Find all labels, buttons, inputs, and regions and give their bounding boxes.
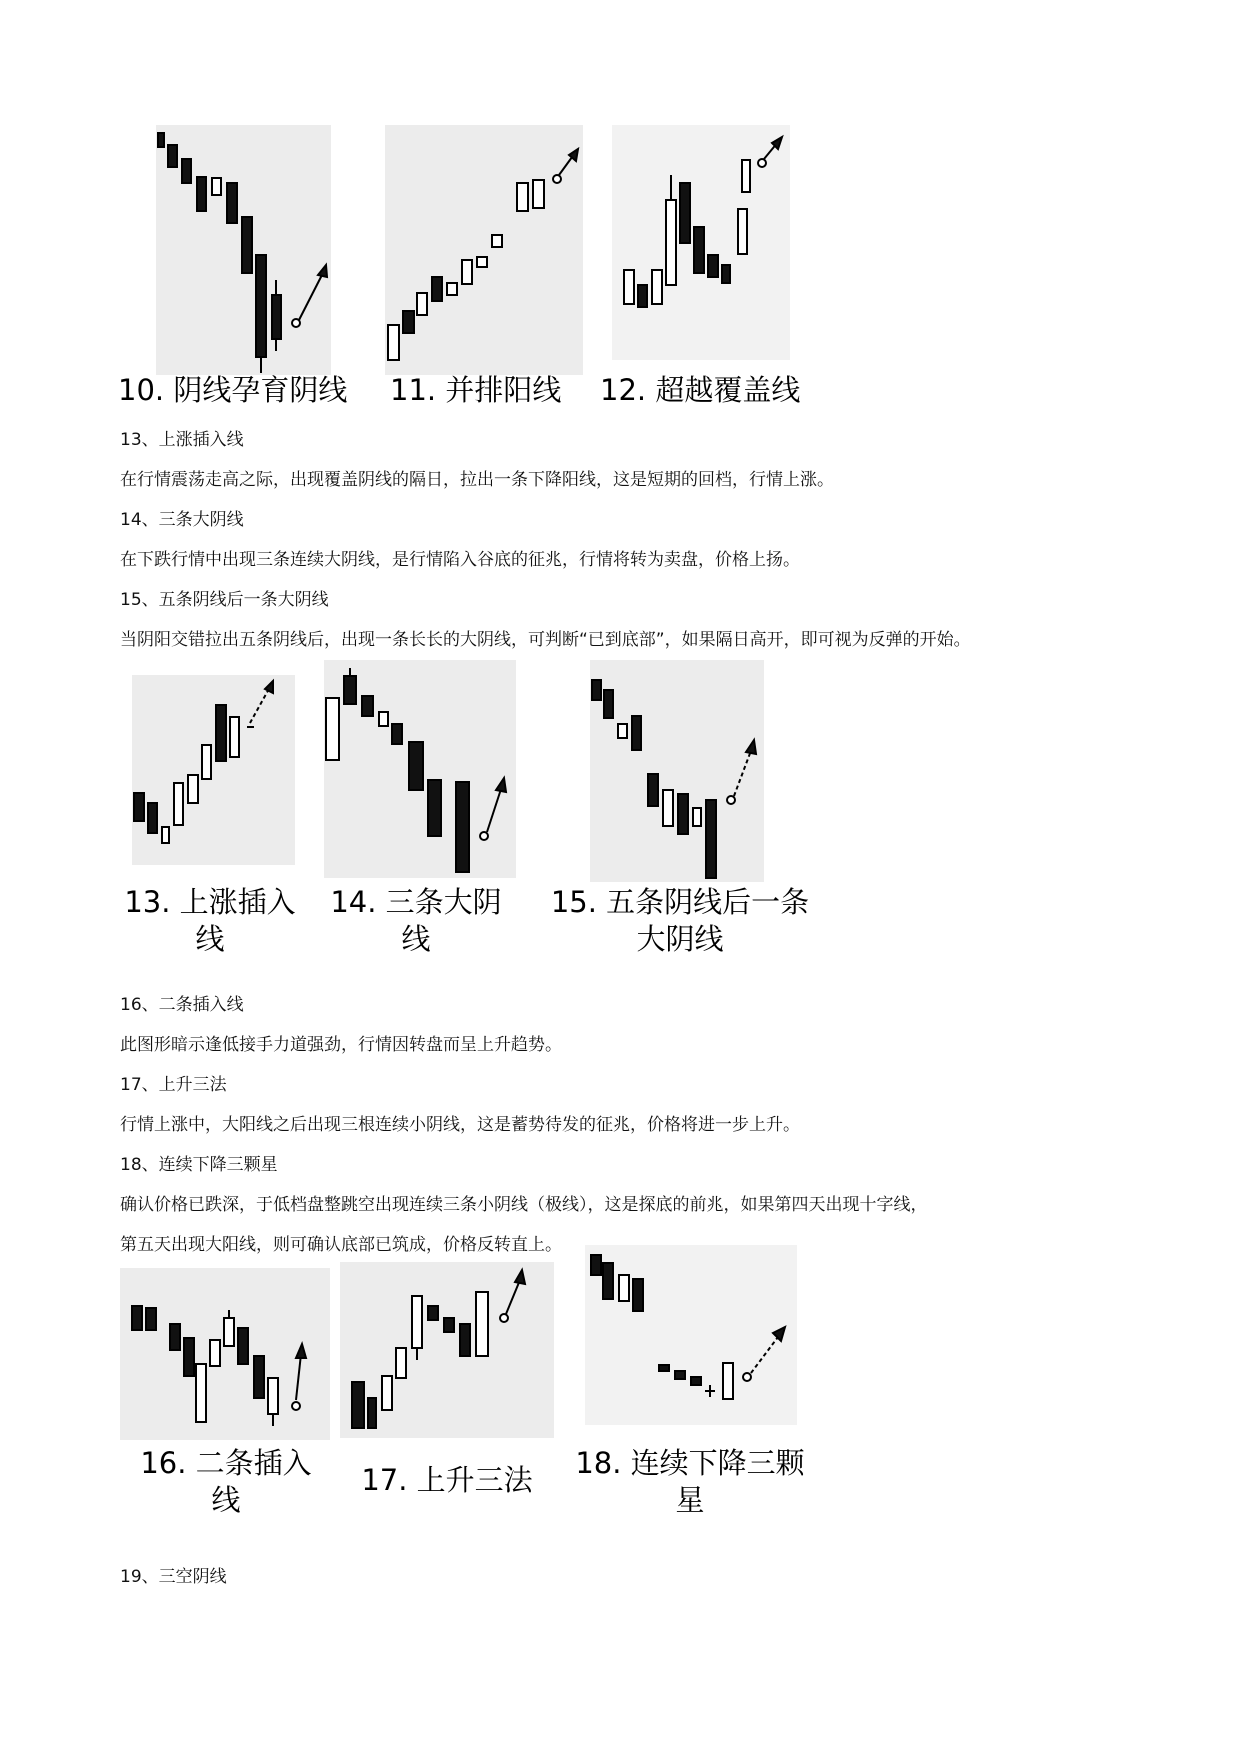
figure-14-caption-line2: 线 — [401, 922, 431, 956]
figure-15-caption-line1: 15. 五条阴线后一条 — [550, 885, 810, 919]
section-18-heading: 18、连续下降三颗星 — [120, 1155, 278, 1175]
candlestick-pattern-11 — [385, 125, 583, 375]
figure-18-caption-line2: 星 — [675, 1483, 705, 1517]
figure-13-panel — [132, 675, 295, 865]
section-14-text: 在下跌行情中出现三条连续大阴线，是行情陷入谷底的征兆，行情将转为卖盘，价格上扬。 — [120, 550, 800, 570]
candlestick-pattern-15 — [590, 660, 764, 882]
figure-16-caption-line2: 线 — [211, 1483, 241, 1517]
figure-11-caption: 11. 并排阳线 — [390, 373, 562, 407]
figure-10-panel — [156, 125, 331, 375]
section-13-text: 在行情震荡走高之际，出现覆盖阴线的隔日，拉出一条下降阳线，这是短期的回档，行情上涨。 — [120, 470, 834, 490]
candlestick-pattern-18 — [585, 1245, 797, 1425]
figure-13-caption-line1: 13. 上涨插入 — [124, 885, 296, 919]
candlestick-pattern-10 — [156, 125, 331, 375]
section-13-heading: 13、上涨插入线 — [120, 430, 244, 450]
candlestick-pattern-12 — [612, 125, 790, 360]
figure-14-caption-line1: 14. 三条大阴 — [330, 885, 502, 919]
section-18-text-line1: 确认价格已跌深，于低档盘整跳空出现连续三条小阴线（极线），这是探底的前兆，如果第四天出现十字线， — [120, 1195, 928, 1215]
section-18-text-line2: 第五天出现大阳线，则可确认底部已筑成，价格反转直上。 — [120, 1235, 562, 1255]
figure-15-panel — [590, 660, 764, 882]
figure-12-caption: 12. 超越覆盖线 — [600, 373, 801, 407]
figure-18-panel — [585, 1245, 797, 1425]
figure-16-caption-line1: 16. 二条插入 — [140, 1446, 312, 1480]
section-17-text: 行情上涨中，大阳线之后出现三根连续小阴线，这是蓄势待发的征兆，价格将进一步上升。 — [120, 1115, 800, 1135]
figure-11-panel — [385, 125, 583, 375]
section-16-text: 此图形暗示逢低接手力道强劲，行情因转盘而呈上升趋势。 — [120, 1035, 562, 1055]
candlestick-pattern-14 — [324, 660, 516, 878]
figure-13-caption-line2: 线 — [195, 922, 225, 956]
figure-17-panel — [340, 1262, 554, 1438]
section-17-heading: 17、上升三法 — [120, 1075, 227, 1095]
section-15-text: 当阴阳交错拉出五条阴线后，出现一条长长的大阴线，可判断“已到底部”，如果隔日高开，即可视为反弹的开始。 — [120, 630, 971, 650]
section-14-heading: 14、三条大阴线 — [120, 510, 244, 530]
figure-12-panel — [612, 125, 790, 360]
figure-16-panel — [120, 1268, 330, 1440]
figure-17-caption: 17. 上升三法 — [361, 1463, 533, 1497]
figure-10-caption: 10. 阴线孕育阴线 — [118, 373, 348, 407]
candlestick-pattern-16 — [120, 1268, 330, 1440]
candlestick-pattern-13 — [132, 675, 295, 865]
figure-18-caption-line1: 18. 连续下降三颗 — [575, 1446, 805, 1480]
figure-14-panel — [324, 660, 516, 878]
section-19-heading: 19、三空阴线 — [120, 1567, 227, 1587]
figure-15-caption-line2: 大阴线 — [636, 922, 724, 956]
section-15-heading: 15、五条阴线后一条大阴线 — [120, 590, 329, 610]
candlestick-pattern-17 — [340, 1262, 554, 1438]
section-16-heading: 16、二条插入线 — [120, 995, 244, 1015]
